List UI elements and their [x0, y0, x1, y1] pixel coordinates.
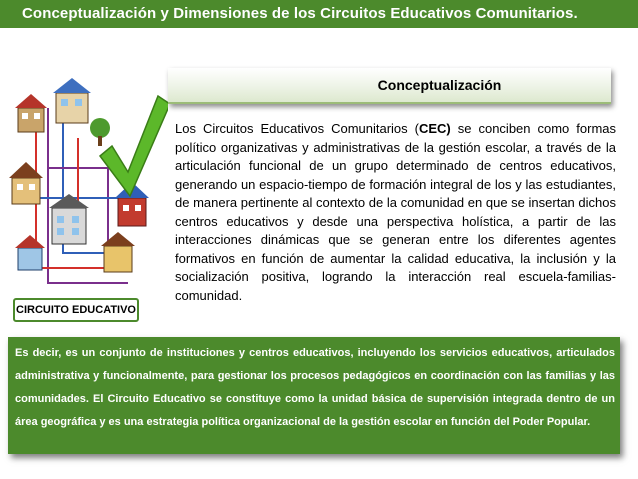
title-bar — [0, 0, 638, 28]
house-icon — [101, 232, 135, 272]
section-header — [168, 68, 611, 104]
school-network-illustration — [8, 68, 168, 308]
tree-icon — [90, 118, 110, 146]
definition-rest: se conciben como formas político organizativas y administrativas de la gestión escolar, a través de la articulación funcional de un grupo determinado de centros educativos, generando un espacio-tiempo de formación integral de los y las estudiantes, de manera pertinente al contexto de la comunidad en que se insertan dichos centros educativos y desde una perspectiva holística, a partir de las interacciones dinámicas que se generan entre los diferentes agentes formativos en función de aumentar la calidad educativa, la inclusión y la socialización positiva, logrando la interacción real escuela-familias-comunidad. — [175, 121, 616, 303]
definition-acronym: CEC) — [418, 121, 451, 136]
checkmark-icon — [100, 96, 168, 196]
school-building-icon — [49, 194, 89, 244]
circuit-label — [13, 298, 139, 322]
circuit-label-text: CIRCUITO EDUCATIVO — [16, 304, 136, 316]
page-title: Conceptualización y Dimensiones de los Circuitos Educativos Comunitarios. — [22, 5, 578, 22]
house-icon — [15, 235, 45, 270]
section-heading: Conceptualización — [377, 77, 502, 93]
summary-text: Es decir, es un conjunto de instituciones y centros educativos, incluyendo los servicios educativos, articulados administrativa y funcionalmente, para gestionar los procesos pedagógicos en coordinación con las familias y las comunidades. El Circuito Educativo se constituye como la unidad básica de supervisión integrada dentro de un área geográfica y es una estrategia política organizacional de la gestión escolar en función del Poder Popular. — [15, 347, 615, 428]
definition-paragraph — [175, 120, 616, 305]
house-icon — [15, 94, 47, 132]
summary-box — [8, 337, 620, 454]
definition-intro: Los Circuitos Educativos Comunitarios ( — [175, 121, 419, 136]
school-building-icon — [53, 78, 91, 123]
house-icon — [9, 162, 43, 204]
